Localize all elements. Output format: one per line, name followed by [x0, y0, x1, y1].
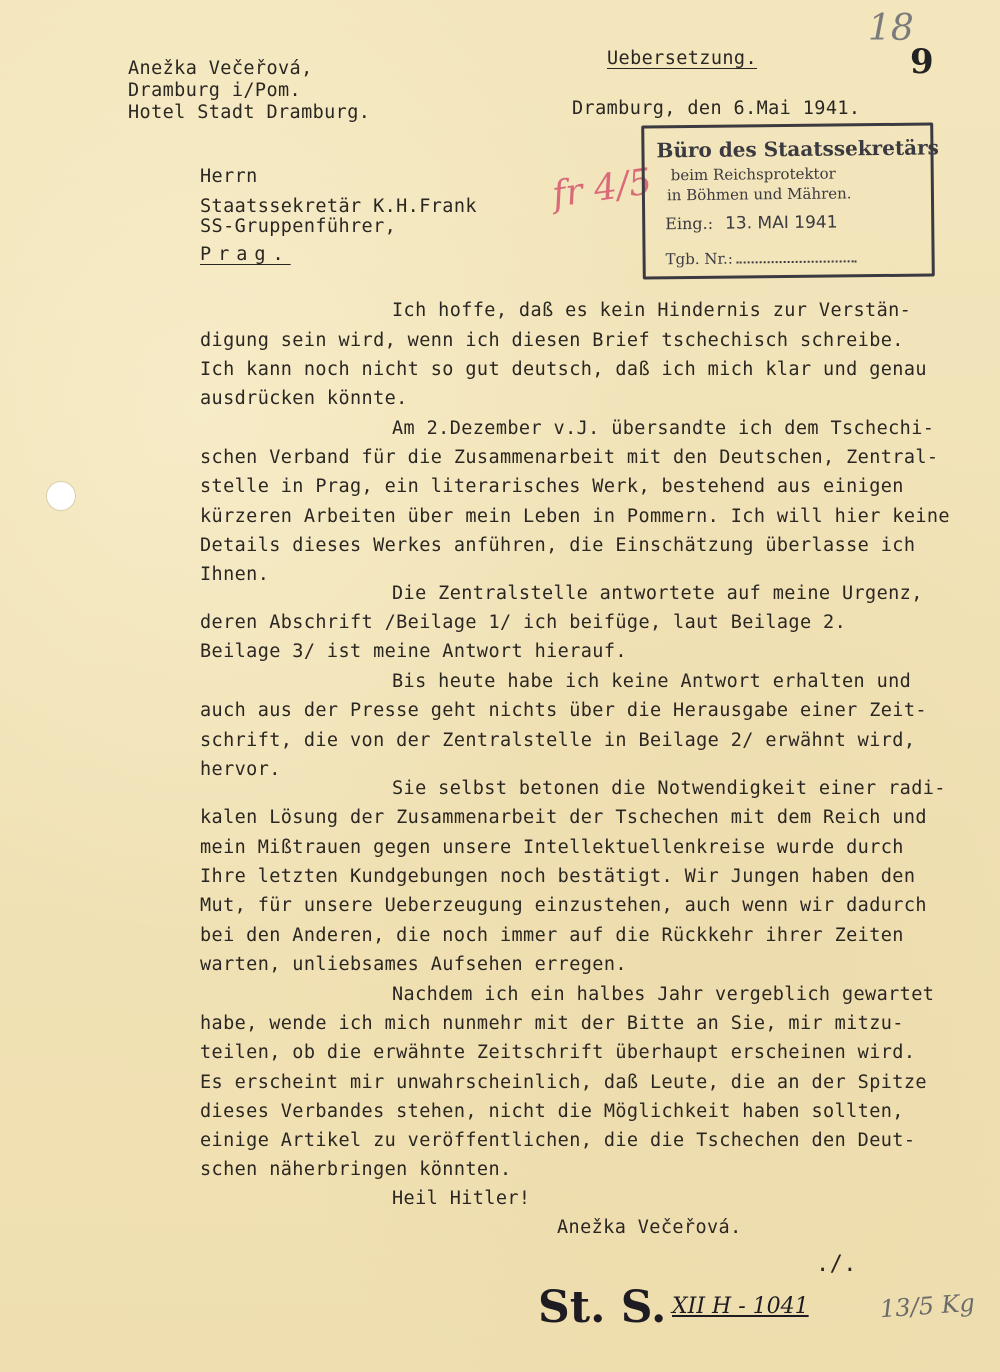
body-line: Beilage 3/ ist meine Antwort hierauf.	[200, 641, 627, 662]
body-line: kalen Lösung der Zusammenarbeit der Tschechen mit dem Reich und	[200, 807, 927, 828]
body-line: mein Mißtrauen gegen unsere Intellektuellenkreise wurde durch	[200, 837, 904, 858]
recipient-city: Prag.	[200, 244, 291, 265]
body-line: Nachdem ich ein halbes Jahr vergeblich gewartet	[392, 984, 935, 1005]
body-line: Details dieses Werkes anführen, die Einschätzung überlasse ich	[200, 535, 916, 556]
file-mark: St. S.	[538, 1282, 667, 1333]
stamp-line3: in Böhmen und Mähren.	[666, 184, 852, 205]
stamp-received-label: Eing.:	[665, 213, 714, 234]
body-line: Ich hoffe, daß es kein Hindernis zur Verstän-	[392, 300, 912, 321]
body-line: Ihnen.	[200, 564, 270, 585]
body-line: habe, wende ich mich nunmehr mit der Bitte an Sie, mir mitzu-	[200, 1013, 904, 1034]
pencil-note: 13/5 Kg	[879, 1288, 976, 1324]
body-line: einige Artikel zu veröffentlichen, die die Tschechen den Deut-	[200, 1130, 916, 1151]
folio-number: 18	[868, 8, 914, 49]
date-line: Dramburg, den 6.Mai 1941.	[572, 98, 861, 119]
body-line: ausdrücken könnte.	[200, 388, 408, 409]
red-initials: fr 4/5	[549, 161, 655, 216]
body-line: auch aus der Presse geht nichts über die Herausgabe einer Zeit-	[200, 700, 927, 721]
body-line: warten, unliebsames Aufsehen erregen.	[200, 954, 627, 975]
stamp-reference	[666, 248, 857, 268]
body-line: Mut, für unsere Ueberzeugung einzustehen, auch wenn wir dadurch	[200, 895, 927, 916]
file-number: XII H - 1041	[672, 1294, 809, 1319]
body-line: digung sein wird, wenn ich diesen Brief tschechisch schreibe.	[200, 330, 904, 351]
punch-hole	[46, 481, 76, 511]
translation-label: Uebersetzung.	[607, 48, 757, 69]
receipt-stamp	[641, 122, 939, 279]
end-mark: ./.	[816, 1252, 857, 1277]
body-line: Ich kann noch nicht so gut deutsch, daß ich mich klar und genau	[200, 359, 927, 380]
sender-hotel: Hotel Stadt Dramburg.	[128, 102, 371, 123]
stamp-reference-label: Tgb. Nr.:	[665, 249, 733, 269]
body-line: stelle in Prag, ein literarisches Werk, bestehend aus einigen	[200, 476, 904, 497]
stamp-line2: beim Reichsprotektor	[670, 164, 836, 185]
recipient-rank: SS-Gruppenführer,	[200, 216, 397, 237]
body-line: schen näherbringen könnten.	[200, 1159, 512, 1180]
closing-signature: Anežka Večeřová.	[557, 1217, 742, 1238]
sender-address: Dramburg i/Pom.	[128, 80, 302, 101]
stamp-office: Büro des Staatssekretärs	[656, 135, 939, 163]
stamp-received	[665, 212, 837, 234]
body-line: bei den Anderen, die noch immer auf die Rückkehr ihrer Zeiten	[200, 925, 904, 946]
closing-greeting: Heil Hitler!	[392, 1188, 531, 1209]
body-line: Bis heute habe ich keine Antwort erhalten und	[392, 671, 912, 692]
body-line: schrift, die von der Zentralstelle in Beilage 2/ erwähnt wird,	[200, 730, 916, 751]
stamp-received-date: 13. MAI 1941	[724, 212, 838, 234]
recipient-salutation: Herrn	[200, 166, 258, 187]
body-line: Es erscheint mir unwahrscheinlich, daß Leute, die an der Spitze	[200, 1072, 927, 1093]
body-line: teilen, ob die erwähnte Zeitschrift überhaupt erscheinen wird.	[200, 1042, 916, 1063]
sender-name: Anežka Večeřová,	[128, 58, 313, 79]
body-line: Sie selbst betonen die Notwendigkeit einer radi-	[392, 778, 946, 799]
body-line: deren Abschrift /Beilage 1/ ich beifüge, laut Beilage 2.	[200, 612, 847, 633]
body-line: Ihre letzten Kundgebungen noch bestätigt. Wir Jungen haben den	[200, 866, 916, 887]
body-line: Am 2.Dezember v.J. übersandte ich dem Tschechi-	[392, 418, 935, 439]
page-number: 9	[910, 42, 934, 82]
body-line: kürzeren Arbeiten über mein Leben in Pommern. Ich will hier keine	[200, 506, 950, 527]
body-line: hervor.	[200, 759, 281, 780]
body-line: schen Verband für die Zusammenarbeit mit den Deutschen, Zentral-	[200, 447, 939, 468]
stamp-reference-dots	[737, 260, 857, 263]
recipient-name: Staatssekretär K.H.Frank	[200, 196, 477, 217]
body-line: Die Zentralstelle antwortete auf meine Urgenz,	[392, 583, 923, 604]
body-line: dieses Verbandes stehen, nicht die Möglichkeit haben sollten,	[200, 1101, 904, 1122]
